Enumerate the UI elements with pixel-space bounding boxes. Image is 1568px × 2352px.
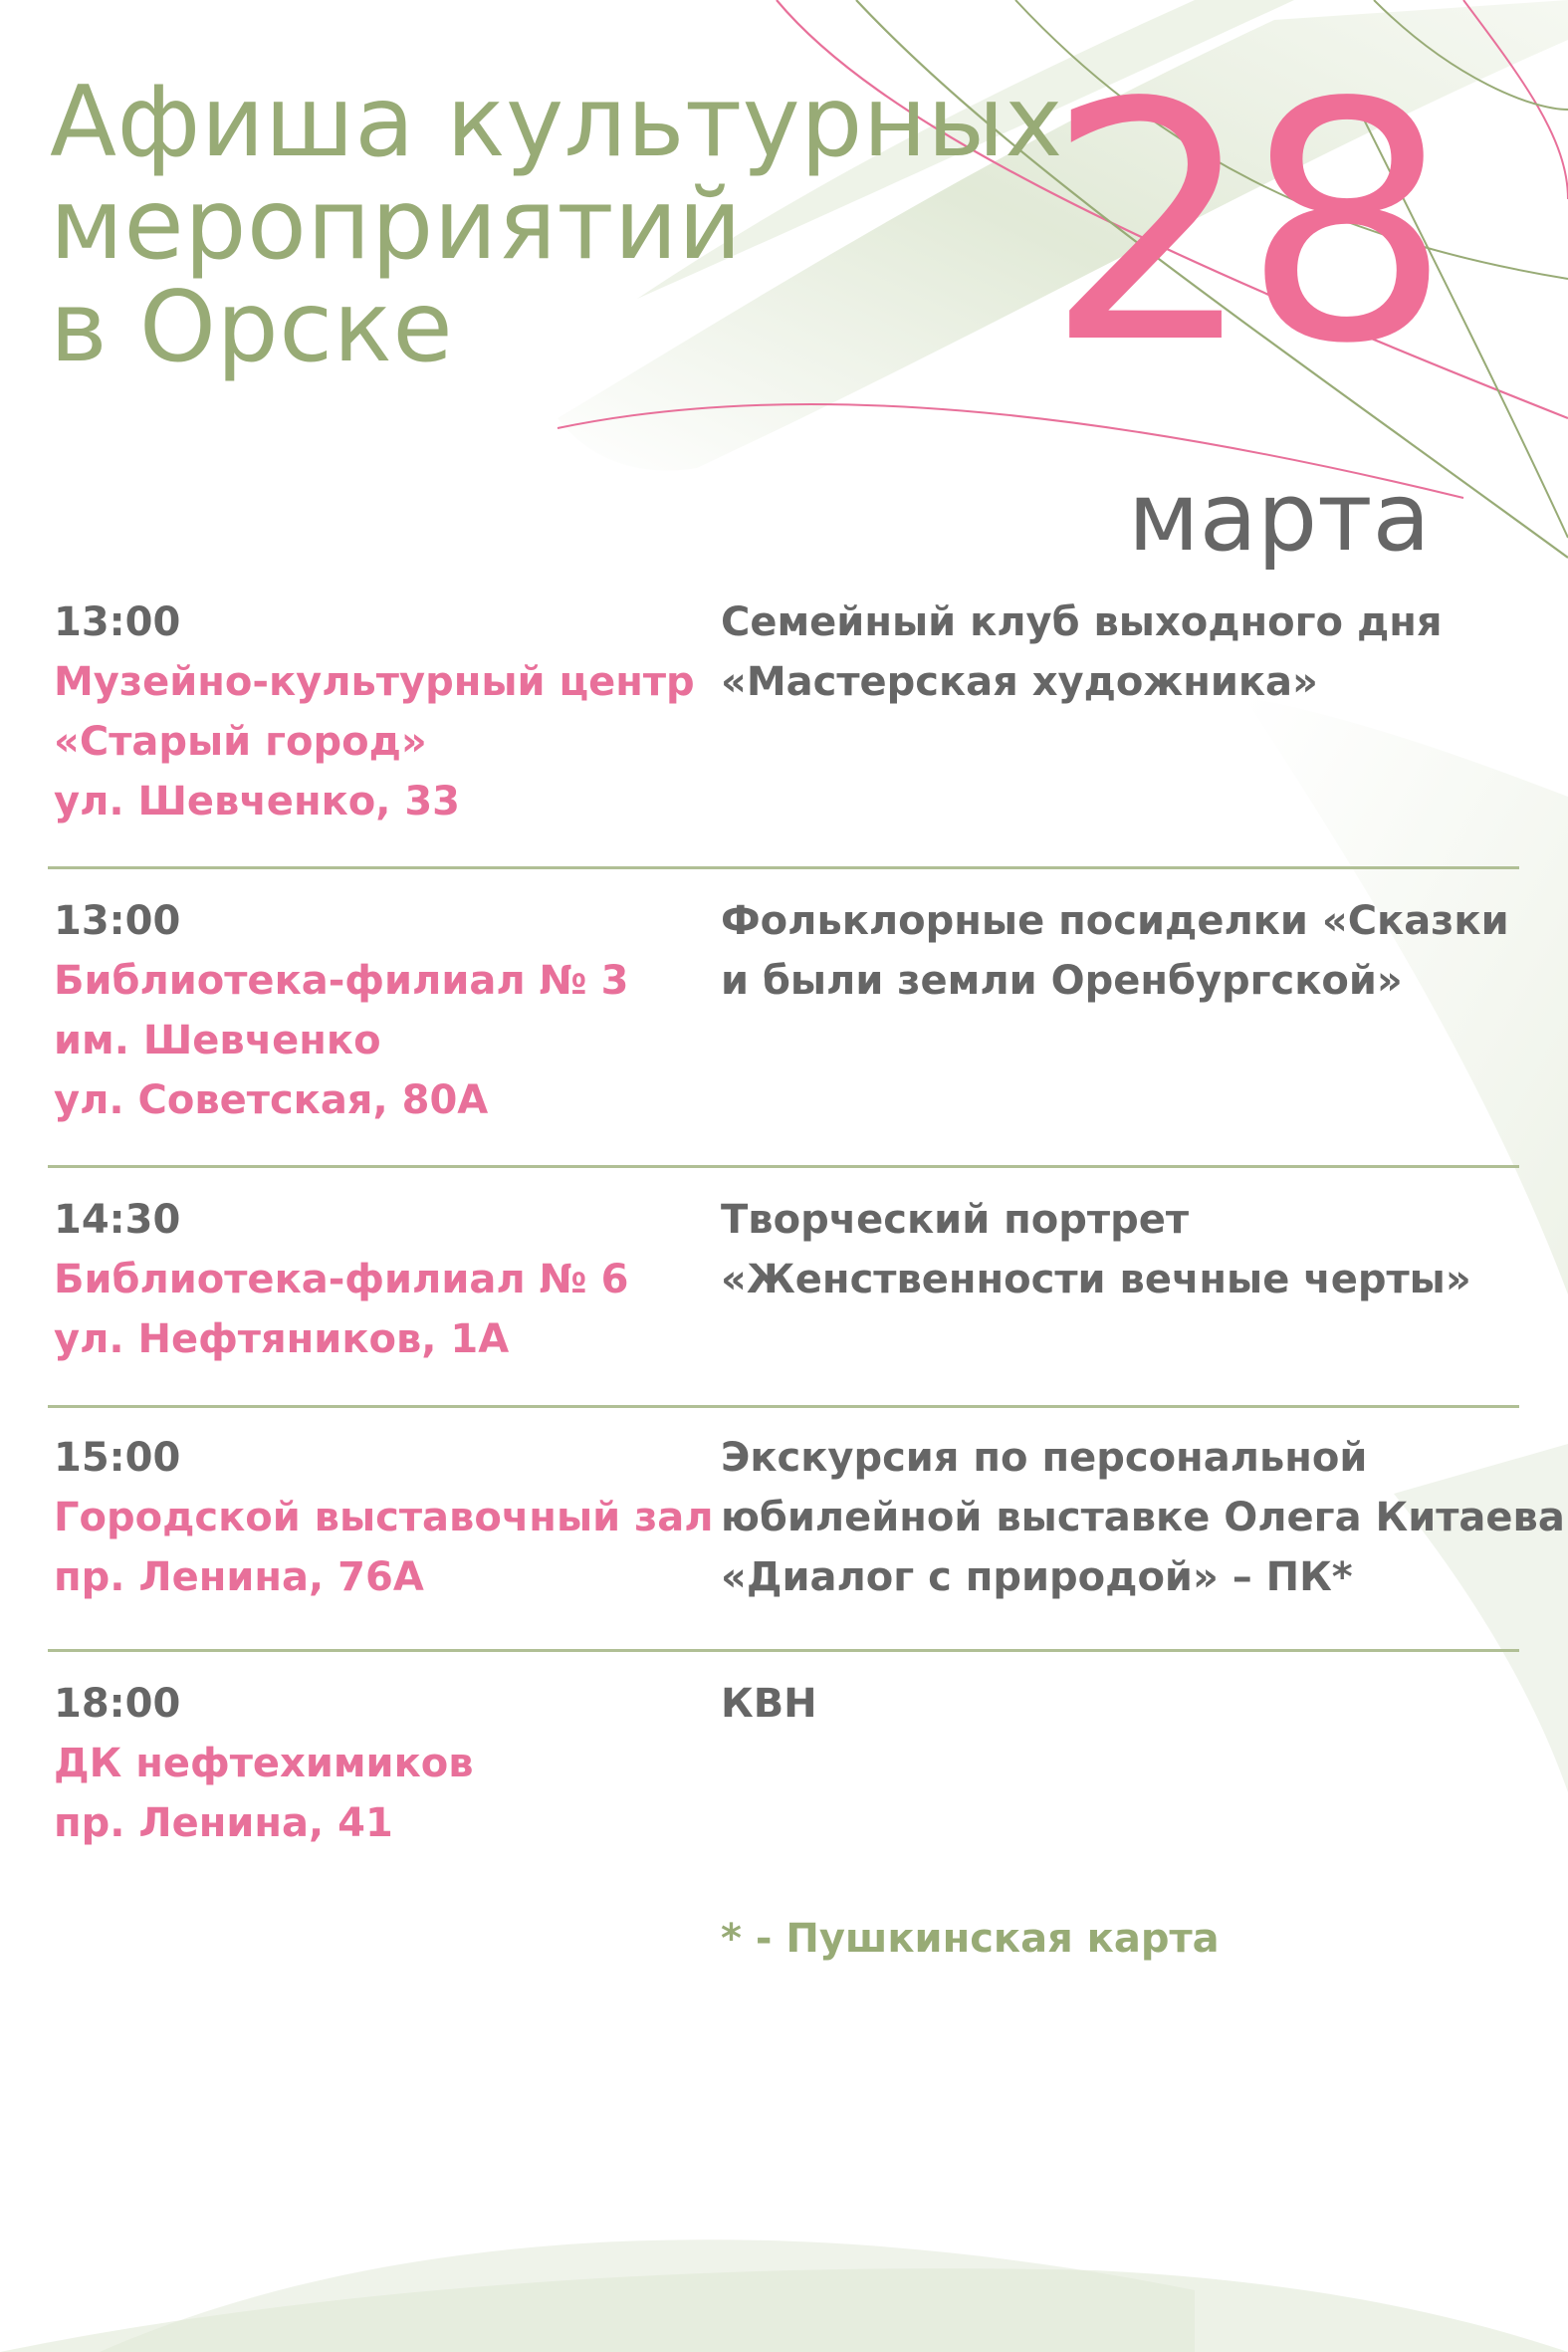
event-description: Экскурсия по персональной [721, 1435, 1368, 1481]
event-place: Музейно-культурный центр [54, 659, 695, 705]
event-description: Фольклорные посиделки «Сказки [721, 898, 1509, 944]
date-month: марта [1128, 463, 1431, 573]
title-line: мероприятий [50, 168, 743, 282]
event-item [48, 592, 1519, 869]
event-item [48, 1168, 1519, 1408]
event-item [48, 869, 1519, 1168]
event-address: пр. Ленина, 41 [54, 1800, 393, 1846]
event-time: 14:30 [54, 1197, 181, 1243]
title-line: в Орске [50, 271, 454, 384]
event-place: Городской выставочный зал [54, 1495, 714, 1540]
event-place: им. Шевченко [54, 1018, 381, 1063]
title-line: Афиша культурных [50, 66, 1063, 179]
event-description: «Мастерская художника» [721, 659, 1318, 705]
event-description: юбилейной выставке Олега Китаева [721, 1495, 1565, 1540]
event-description: КВН [721, 1681, 817, 1727]
event-description: Семейный клуб выходного дня [721, 599, 1443, 645]
event-place: Библиотека-филиал № 6 [54, 1257, 629, 1302]
event-time: 18:00 [54, 1681, 181, 1727]
event-address: ул. Нефтяников, 1А [54, 1316, 510, 1362]
leaf-shape [100, 2239, 1195, 2352]
event-place: ДК нефтехимиков [54, 1741, 474, 1786]
event-time: 13:00 [54, 898, 181, 944]
event-description: «Диалог с природой» – ПК* [721, 1554, 1353, 1600]
page-title [50, 66, 1063, 384]
event-description: Творческий портрет [721, 1197, 1190, 1243]
event-address: ул. Советская, 80А [54, 1077, 489, 1123]
event-place: Библиотека-филиал № 3 [54, 958, 629, 1004]
footnote: * - Пушкинская карта [721, 1916, 1220, 1962]
event-time: 15:00 [54, 1435, 181, 1481]
event-description: и были земли Оренбургской» [721, 958, 1403, 1004]
event-item [48, 1652, 1519, 1871]
event-address: пр. Ленина, 76А [54, 1554, 424, 1600]
events-list [48, 592, 1565, 1871]
date-day: 28 [1045, 33, 1440, 415]
event-description: «Женственности вечные черты» [721, 1257, 1471, 1302]
event-place: «Старый город» [54, 719, 427, 765]
event-address: ул. Шевченко, 33 [54, 779, 460, 824]
event-time: 13:00 [54, 599, 181, 645]
event-item [48, 1408, 1565, 1652]
